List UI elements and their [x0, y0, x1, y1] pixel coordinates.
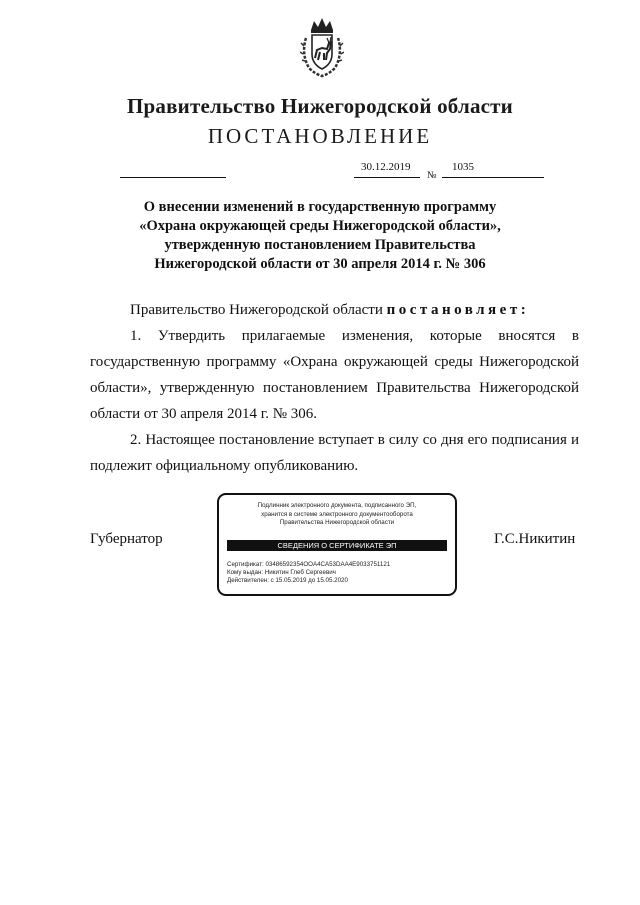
item1-line: области», утвержденную постановлением Правительства Нижегородской: [90, 380, 579, 396]
preamble: [130, 297, 529, 323]
stamp-note-line: хранится в системе электронного документооборота: [261, 510, 413, 518]
stamp-certificate-bar: СВЕДЕНИЯ О СЕРТИФИКАТЕ ЭП: [227, 540, 447, 551]
number-sign: №: [427, 170, 437, 181]
document-type: ПОСТАНОВЛЕНИЕ: [207, 124, 433, 148]
preamble-text: Правительство Нижегородской области: [130, 302, 383, 318]
signatory-position: Губернатор: [90, 531, 163, 547]
stamp-note-line: Правительства Нижегородской области: [279, 519, 395, 526]
heading-line: «Охрана окружающей среды Нижегородской области»,: [139, 218, 501, 234]
item1-line: области от 30 апреля 2014 г. № 306.: [90, 406, 318, 422]
heading-line: Нижегородской области от 30 апреля 2014 г. № 306: [154, 256, 486, 272]
item1-line: 1. Утвердить прилагаемые изменения, которые вносятся в: [130, 328, 579, 344]
number-underline: [442, 177, 544, 178]
stamp-note-line: Подлинник электронного документа, подписанного ЭП,: [257, 502, 417, 509]
document-number: 1035: [452, 161, 474, 173]
stamp-issued-to: Кому выдан: Никитин Глеб Сергеевич: [227, 569, 336, 577]
date-underline: [354, 177, 420, 178]
signatory-name: Г.С.Никитин: [494, 531, 576, 547]
heading-line: О внесении изменений в государственную программу: [143, 199, 497, 215]
electronic-signature-stamp: [217, 493, 457, 596]
stamp-certificate-info: [227, 561, 390, 586]
document-heading: [90, 198, 550, 274]
item1-line: государственную программу «Охрана окружающей среды Нижегородской: [90, 354, 579, 370]
organization-title: Правительство Нижегородской области: [127, 94, 513, 118]
blank-line-left: [120, 177, 226, 178]
item2-line: подлежит официальному опубликованию.: [90, 458, 359, 474]
stamp-note: [225, 502, 449, 528]
stamp-certificate-id: Сертификат: 03486592354OOA4CA53DAA4E9033751121: [227, 561, 391, 568]
heading-line: утвержденную постановлением Правительства: [164, 237, 476, 253]
coat-of-arms-icon: [300, 16, 344, 78]
stamp-validity: Действителен: с 15.05.2019 до 15.05.2020: [227, 577, 348, 585]
document-date: 30.12.2019: [361, 161, 411, 173]
item2-line: 2. Настоящее постановление вступает в силу со дня его подписания и: [130, 432, 579, 448]
preamble-decree: постановляет:: [386, 302, 530, 318]
